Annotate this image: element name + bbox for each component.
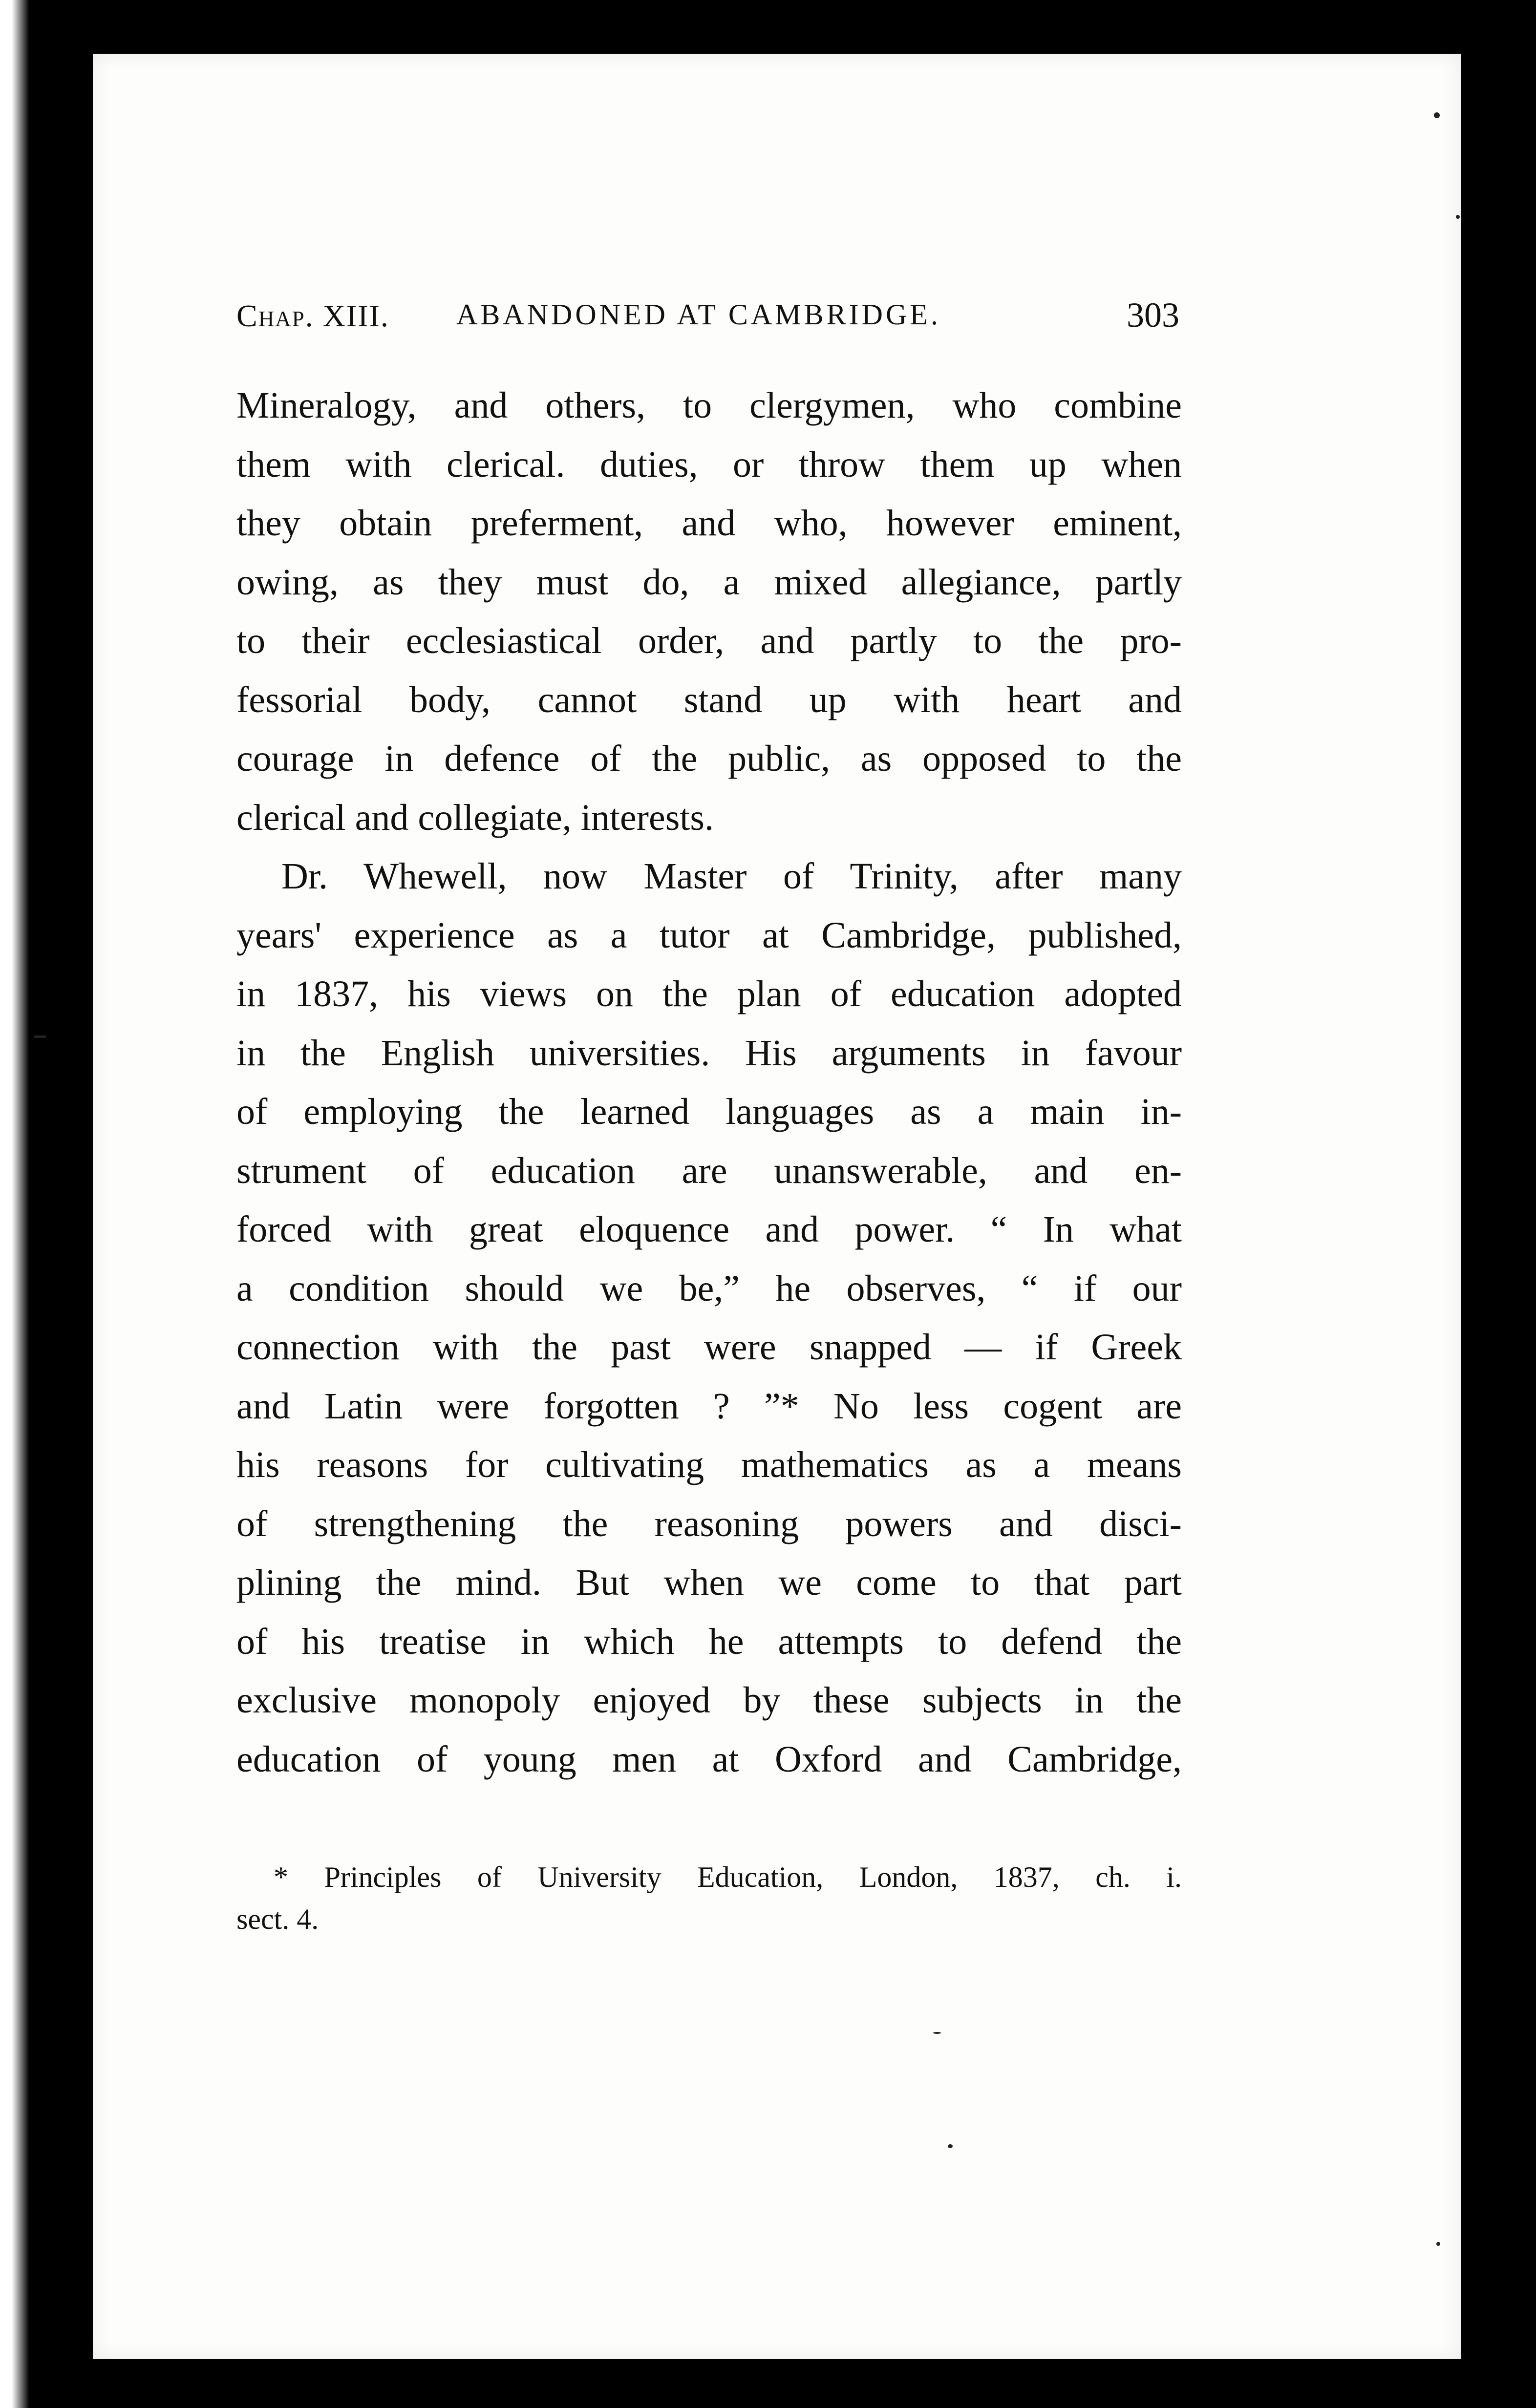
text-line: strument of education are unanswerable, and en- xyxy=(236,1150,1182,1191)
text-line: of strengthening the reasoning powers and disci- xyxy=(236,1503,1182,1544)
text-line: education of young men at Oxford and Cambridge, xyxy=(236,1738,1182,1780)
footnote-line: sect. 4. xyxy=(236,1903,319,1935)
text-line: years' experience as a tutor at Cambridge, published, xyxy=(236,914,1182,956)
text-line: and Latin were forgotten ? ”* No less cogent are xyxy=(236,1385,1182,1427)
text-line: in 1837, his views on the plan of education adopted xyxy=(236,973,1182,1014)
text-line: of his treatise in which he attempts to defend the xyxy=(236,1621,1182,1662)
text-line: owing, as they must do, a mixed allegiance, partly xyxy=(236,561,1182,603)
scan-speck xyxy=(34,1035,46,1038)
text-line: Dr. Whewell, now Master of Trinity, after many xyxy=(281,856,1182,897)
running-title: ABANDONED AT CAMBRIDGE. xyxy=(456,298,941,331)
scan-speck xyxy=(1434,112,1440,118)
scan-speck xyxy=(1456,215,1460,219)
page-number: 303 xyxy=(1127,296,1179,335)
scan-left-edge xyxy=(0,0,29,2408)
scan-speck xyxy=(933,2032,941,2034)
scan-speck xyxy=(1436,2242,1440,2246)
text-line: of employing the learned languages as a main in- xyxy=(236,1091,1182,1132)
scan-speck xyxy=(948,2144,953,2148)
text-line: fessorial body, cannot stand up with heart and xyxy=(236,679,1182,720)
text-line: forced with great eloquence and power. “ In what xyxy=(236,1209,1182,1250)
text-line: in the English universities. His arguments in favour xyxy=(236,1032,1182,1074)
chapter-label: Chap. XIII. xyxy=(236,298,389,333)
text-line: connection with the past were snapped — if Greek xyxy=(236,1327,1182,1368)
text-line: them with clerical. duties, or throw them up when xyxy=(236,444,1182,485)
text-line: exclusive monopoly enjoyed by these subjects in the xyxy=(236,1680,1182,1721)
text-line: they obtain preferment, and who, however eminent, xyxy=(236,503,1182,544)
text-line: courage in defence of the public, as opposed to the xyxy=(236,738,1182,779)
footnote xyxy=(236,1856,1182,1940)
text-line: to their ecclesiastical order, and partly to the pro- xyxy=(236,620,1182,661)
text-line: a condition should we be,” he observes, “ if our xyxy=(236,1267,1182,1309)
text-line: his reasons for cultivating mathematics as a means xyxy=(236,1444,1182,1485)
footnote-line: * Principles of University Education, London, 1837, ch. i. xyxy=(274,1861,1182,1893)
text-line: Mineralogy, and others, to clergymen, who combine xyxy=(236,385,1182,426)
text-line: clerical and collegiate, interests. xyxy=(236,797,714,838)
text-line: plining the mind. But when we come to that part xyxy=(236,1562,1182,1603)
running-header xyxy=(236,298,1179,342)
body-text xyxy=(236,376,1182,1789)
